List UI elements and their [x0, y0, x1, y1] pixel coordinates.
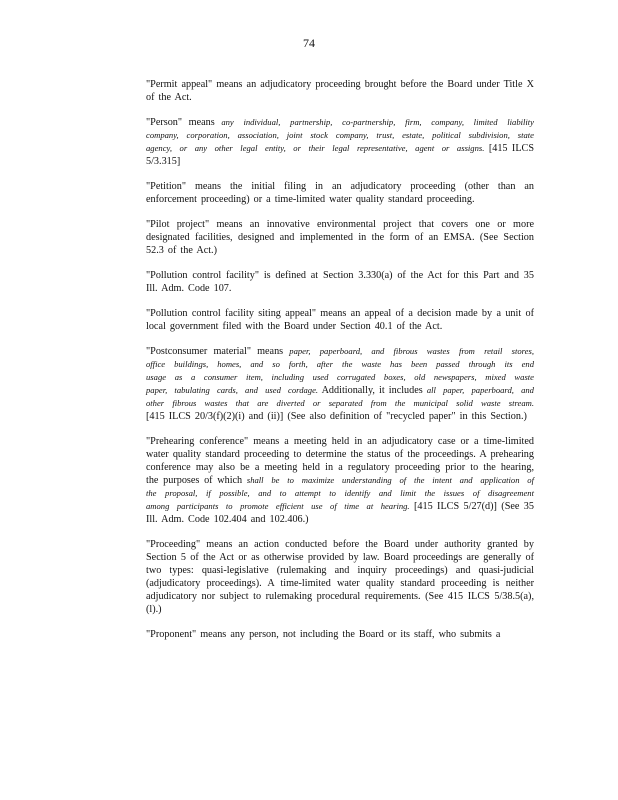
definition-quoted-text: shall be to maximize understanding of the intent and application of the proposal, if possible, and to attempt to identify and limit the issues of disagreement among participants to promote efficient use of time at hearing.: [146, 475, 534, 511]
definition-text: "Pilot project" means an innovative environmental project that covers one or more designated facilities, designed and implemented in the form of an EMSA. (See Section 52.3 of the Act.): [146, 219, 534, 256]
definitions-section: [146, 78, 534, 653]
definition-permit-appeal: [146, 78, 534, 104]
definition-proponent: [146, 628, 534, 641]
definition-text: "Petition" means the initial filing in an adjudicatory proceeding (other than an enforcement proceeding) or a time-limited water quality standard proceeding.: [146, 181, 534, 205]
definition-text: "Proceeding" means an action conducted before the Board under authority granted by Section 5 of the Act or as otherwise provided by law. Board proceedings are generally of two types: quasi-legislative (rulemaking and inquiry proceedings) and quasi-judicial (adjudicatory proceedings). A time-limited water quality standard proceeding is neither adjudicatory nor subject to rulemaking procedural requirements. (See 415 ILCS 5/38.5(a), (l).): [146, 539, 534, 615]
definition-quoted-text: paper, paperboard, and fibrous wastes from retail stores, office buildings, homes, and so forth, after the waste has been passed through its end usage as a consumer item, including used corrugated boxes, old newspapers, mixed waste paper, tabulating cards, and used cordage.: [146, 346, 534, 395]
definition-text: Additionally, it includes: [318, 385, 427, 396]
definition-quoted-text: any individual, partnership, co-partnership, firm, company, limited liability company, corporation, association, joint stock company, trust, estate, political subdivision, state agency, or any other legal entity, or their legal representative, agent or assigns.: [146, 117, 534, 153]
definition-quoted-text: all paper, paperboard, and other fibrous wastes that are diverted or separated from the municipal solid waste stream.: [146, 385, 534, 408]
definition-text: "Pollution control facility" is defined at Section 3.330(a) of the Act for this Part and 35 Ill. Adm. Code 107.: [146, 270, 534, 294]
definition-text: "Proponent" means any person, not including the Board or its staff, who submits a: [146, 629, 501, 640]
definition-pilot-project: [146, 218, 534, 257]
definition-pollution-control-facility: [146, 269, 534, 295]
definition-text: "Postconsumer material" means: [146, 346, 290, 357]
definition-siting-appeal: [146, 307, 534, 333]
definition-text: [415 ILCS 5/3.315]: [146, 143, 535, 167]
definition-prehearing-conference: [146, 435, 534, 526]
definition-petition: [146, 180, 534, 206]
definition-person: [146, 116, 534, 168]
definition-text: "Prehearing conference" means a meeting held in an adjudicatory case or a time-limited water quality standard proceeding to determine the status of the proceedings. A prehearing conference may also be a meeting held in a regulatory proceeding prior to the hearing, the purposes of which: [146, 436, 534, 486]
definition-proceeding: [146, 538, 534, 616]
definition-text: "Pollution control facility siting appeal" means an appeal of a decision made by a unit of local government filed with the Board under Section 40.1 of the Act.: [146, 308, 534, 332]
definition-text: "Permit appeal" means an adjudicatory proceeding brought before the Board under Title X of the Act.: [146, 79, 534, 103]
definition-text: "Person" means: [146, 117, 222, 128]
definition-postconsumer-material: [146, 345, 534, 423]
definition-text: [415 ILCS 20/3(f)(2)(i) and (ii)] (See also definition of "recycled paper" in this Section.): [146, 411, 527, 422]
definition-text: [415 ILCS 5/27(d)] (See 35 Ill. Adm. Code 102.404 and 102.406.): [146, 501, 534, 525]
page-number: 74: [303, 36, 315, 50]
